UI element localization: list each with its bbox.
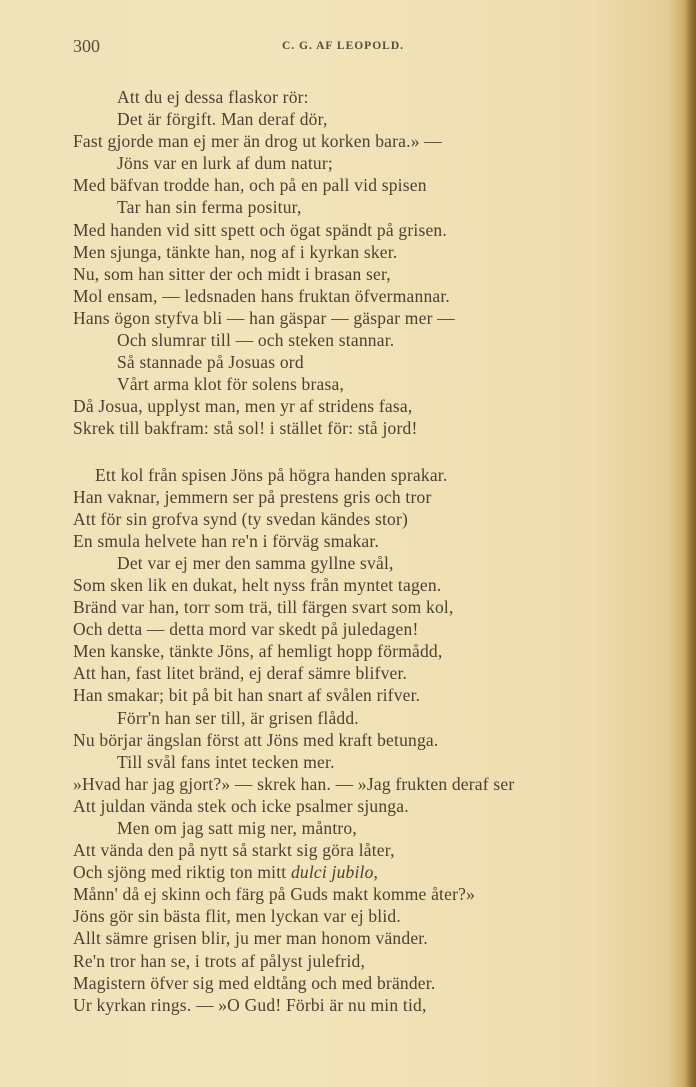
- verse-line: Så stannade på Josuas ord: [117, 352, 304, 373]
- verse-line: Då Josua, upplyst man, men yr af stridens fasa,: [73, 396, 413, 417]
- verse-line: Fast gjorde man ej mer än drog ut korken bara.» —: [73, 131, 442, 152]
- verse-line: Bränd var han, torr som trä, till färgen svart som kol,: [73, 597, 454, 618]
- verse-line: Men om jag satt mig ner, måntro,: [117, 818, 357, 838]
- verse-line: En smula helvete han re'n i förväg smakar.: [73, 530, 380, 551]
- verse-line: Ur kyrkan rings. — »O Gud! Förbi är nu min tid,: [73, 994, 427, 1015]
- verse-line: Nu börjar ängslan först att Jöns med kraft betunga.: [73, 729, 439, 750]
- verse-line: Det är förgift. Man deraf dör,: [117, 109, 328, 130]
- verse-line: Att för sin grofva synd (ty svedan kändes stor): [73, 508, 409, 529]
- verse-text: Och sjöng med riktig ton mitt: [73, 862, 291, 883]
- verse-line: Att vända den på nytt så starkt sig göra låter,: [73, 840, 395, 861]
- verse-line: Han smakar; bit på bit han snart af svålen rifver.: [73, 685, 421, 706]
- page-header: [73, 36, 613, 60]
- verse-line: Re'n tror han se, i trots af pålyst julefrid,: [73, 950, 366, 971]
- verse-line: Han vaknar, jemmern ser på prestens gris och tror: [73, 486, 432, 507]
- verse-italic-phrase: dulci jubilo,: [290, 862, 379, 883]
- verse-line: Att han, fast litet bränd, ej deraf sämre blifver.: [73, 663, 408, 684]
- verse-line: Tar han sin ferma positur,: [117, 197, 302, 218]
- verse-line: Förr'n han ser till, är grisen flådd.: [117, 707, 359, 728]
- verse-line: Men kanske, tänkte Jöns, af hemligt hopp förmådd,: [73, 641, 443, 662]
- verse-line: Som sken lik en dukat, helt nyss från myntet tagen.: [73, 574, 442, 595]
- verse-line: Månn' då ej skinn och färg på Guds makt komme åter?»: [73, 884, 476, 905]
- verse-line: Ett kol från spisen Jöns på högra handen sprakar.: [95, 464, 448, 485]
- verse-line: Nu, som han sitter der och midt i brasan ser,: [73, 263, 391, 284]
- verse-line: Mol ensam, — ledsnaden hans fruktan öfvermannar.: [73, 285, 450, 306]
- verse-line: Till svål fans intet tecken mer.: [117, 751, 335, 772]
- poem-text: [73, 86, 633, 1016]
- stanza: [73, 86, 633, 440]
- verse-line: Magistern öfver sig med eldtång och med bränder.: [73, 972, 436, 993]
- verse-line: Jöns var en lurk af dum natur;: [117, 153, 333, 174]
- verse-line: Med handen vid sitt spett och ögat spändt på grisen.: [73, 219, 447, 240]
- stanza: [73, 464, 633, 1016]
- page-number: 300: [73, 36, 100, 56]
- running-title: C. G. AF LEOPOLD.: [282, 40, 404, 52]
- verse-line: Att juldan vända stek och icke psalmer sjunga.: [73, 795, 409, 816]
- verse-line: Men sjunga, tänkte han, nog af i kyrkan sker.: [73, 241, 398, 262]
- verse-line: Med bäfvan trodde han, och på en pall vid spisen: [73, 175, 427, 196]
- verse-line: Jöns gör sin bästa flit, men lyckan var ej blid.: [73, 906, 401, 927]
- verse-line: Hans ögon styfva bli — han gäspar — gäspar mer —: [73, 307, 455, 328]
- verse-line: Allt sämre grisen blir, ju mer man honom vänder.: [73, 928, 428, 949]
- stanza-gap: [73, 440, 633, 464]
- verse-line: Och detta — detta mord var skedt på juledagen!: [73, 619, 419, 640]
- verse-line: Och slumrar till — och steken stannar.: [117, 330, 395, 351]
- verse-line: »Hvad har jag gjort?» — skrek han. — »Jag frukten deraf ser: [73, 773, 515, 794]
- verse-line: Att du ej dessa flaskor rör:: [117, 87, 309, 107]
- verse-line: Vårt arma klot för solens brasa,: [117, 374, 345, 395]
- verse-line: Skrek till bakfram: stå sol! i stället för: stå jord!: [73, 418, 418, 439]
- verse-line: Det var ej mer den samma gyllne svål,: [117, 552, 394, 573]
- verse-line: [73, 861, 633, 883]
- page-edge-shadow: [684, 0, 696, 1087]
